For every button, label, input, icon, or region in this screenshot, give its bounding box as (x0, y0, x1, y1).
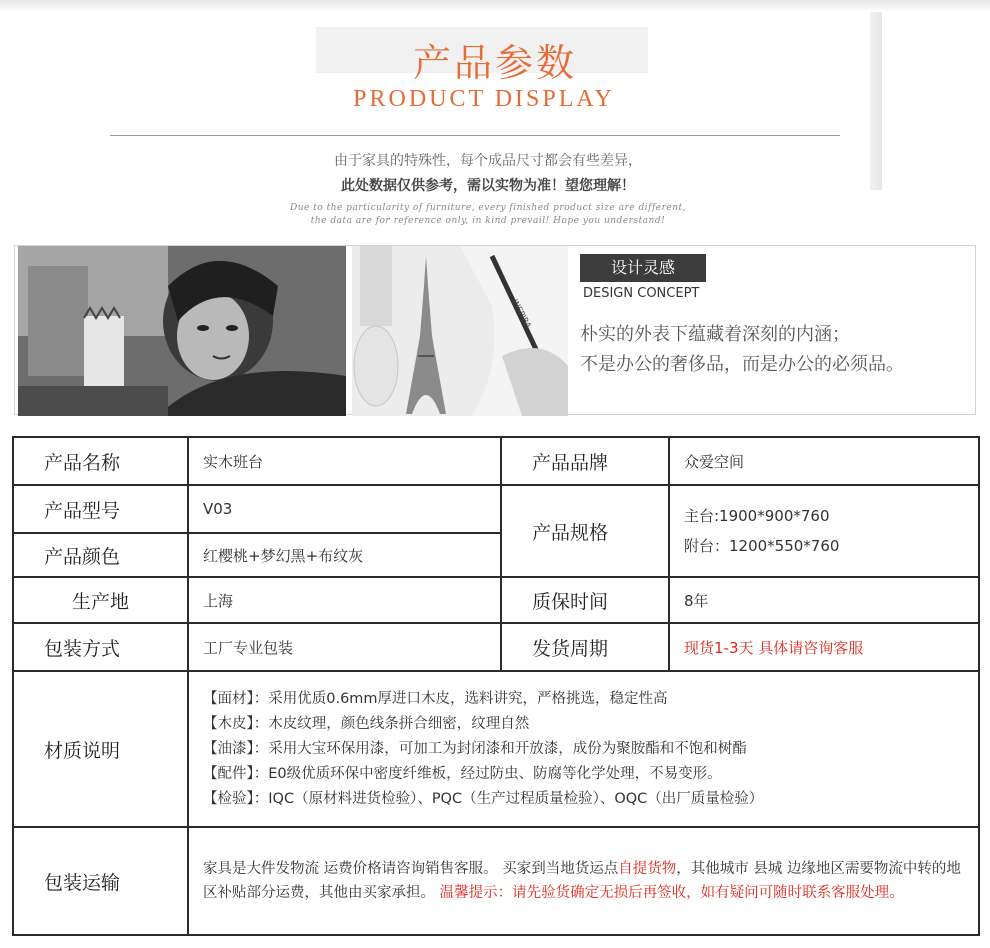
material-description (188, 671, 979, 827)
warranty-value: 8年 (669, 577, 979, 623)
table-row (13, 671, 979, 827)
size-note-line2: 此处数据仅供参考，需以实物为准！望您理解！ (341, 178, 635, 194)
design-concept-line1: 朴实的外表下蕴藏着深刻的内涵； (580, 324, 850, 345)
page-title: 产品参数 (412, 41, 577, 85)
size-note-english (0, 202, 976, 228)
size-side: 附台：1200*550*760 (684, 537, 840, 555)
top-shade (0, 0, 990, 12)
shipping-text: 家具是大件发物流 运费价格请咨询销售客服。 买家到当地货运点 (203, 861, 619, 877)
size-value (669, 485, 979, 577)
brand-label: 产品品牌 (501, 437, 669, 485)
table-row (13, 577, 979, 623)
size-note-line1: 由于家具的特殊性，每个成品尺寸都会有些差异， (334, 153, 642, 169)
design-concept-line2: 不是办公的奢侈品，而是办公的必须品。 (580, 354, 904, 375)
designer-photo (18, 246, 346, 416)
page-subtitle: PRODUCT DISPLAY (353, 86, 615, 112)
shipping-text: ，其他城市 县城 边缘地区需要物流中转的地区补贴部分运费，其他由买家承担。 (203, 861, 961, 901)
warranty-label: 质保时间 (501, 577, 669, 623)
size-note-english-line1: Due to the particularity of furniture, every finished product size are different, (289, 203, 687, 213)
eiffel-pencil-photo (352, 246, 568, 416)
pencil-imprint: INSPIRA (510, 297, 533, 330)
packing-label: 包装方式 (13, 623, 188, 671)
size-note-english-line2: the data are for reference only, in kind prevail! Hope you understand! (310, 216, 666, 226)
table-row (13, 437, 979, 485)
delivery-label: 发货周期 (501, 623, 669, 671)
shipping-warning: 温馨提示：请先验货确定无损后再签收，如有疑问可随时联系客服处理。 (439, 885, 904, 901)
table-row (13, 827, 979, 935)
material-label: 材质说明 (13, 671, 188, 827)
brand-value: 众爱空间 (669, 437, 979, 485)
divider (110, 135, 840, 136)
product-name-label: 产品名称 (13, 437, 188, 485)
shipping-label: 包装运输 (13, 827, 188, 935)
size-main: 主台:1900*900*760 (684, 507, 830, 525)
material-line: 【木皮】：木皮纹理，颜色线条拼合细密，纹理自然 (203, 715, 530, 732)
color-label: 产品颜色 (13, 533, 188, 577)
size-label: 产品规格 (501, 485, 669, 577)
material-line: 【油漆】：采用大宝环保用漆，可加工为封闭漆和开放漆，成份为聚胺酯和不饱和树酯 (203, 740, 747, 757)
product-name-value: 实木班台 (188, 437, 501, 485)
shipping-description (188, 827, 979, 935)
table-row (13, 485, 979, 533)
design-concept-tag: 设计灵感 (580, 254, 706, 282)
packing-value: 工厂专业包装 (188, 623, 501, 671)
origin-value: 上海 (188, 577, 501, 623)
model-label: 产品型号 (13, 485, 188, 533)
design-concept-subtitle: DESIGN CONCEPT (583, 286, 700, 301)
material-line: 【配件】：E0级优质环保中密度纤维板，经过防虫、防腐等化学处理，不易变形。 (203, 765, 722, 782)
origin-label: 生产地 (13, 577, 188, 623)
delivery-value: 现货1-3天 具体请咨询客服 (669, 623, 979, 671)
spec-table (12, 436, 980, 936)
table-row (13, 623, 979, 671)
color-value: 红樱桃+梦幻黑+布纹灰 (188, 533, 501, 577)
material-line: 【面材】：采用优质0.6mm厚进口木皮，选料讲究，严格挑选，稳定性高 (203, 690, 668, 707)
shipping-highlight: 自提货物 (618, 861, 677, 877)
material-line: 【检验】：IQC（原材料进货检验）、PQC（生产过程质量检验）、OQC（出厂质量检验） (203, 790, 764, 807)
model-value: V03 (188, 485, 501, 533)
